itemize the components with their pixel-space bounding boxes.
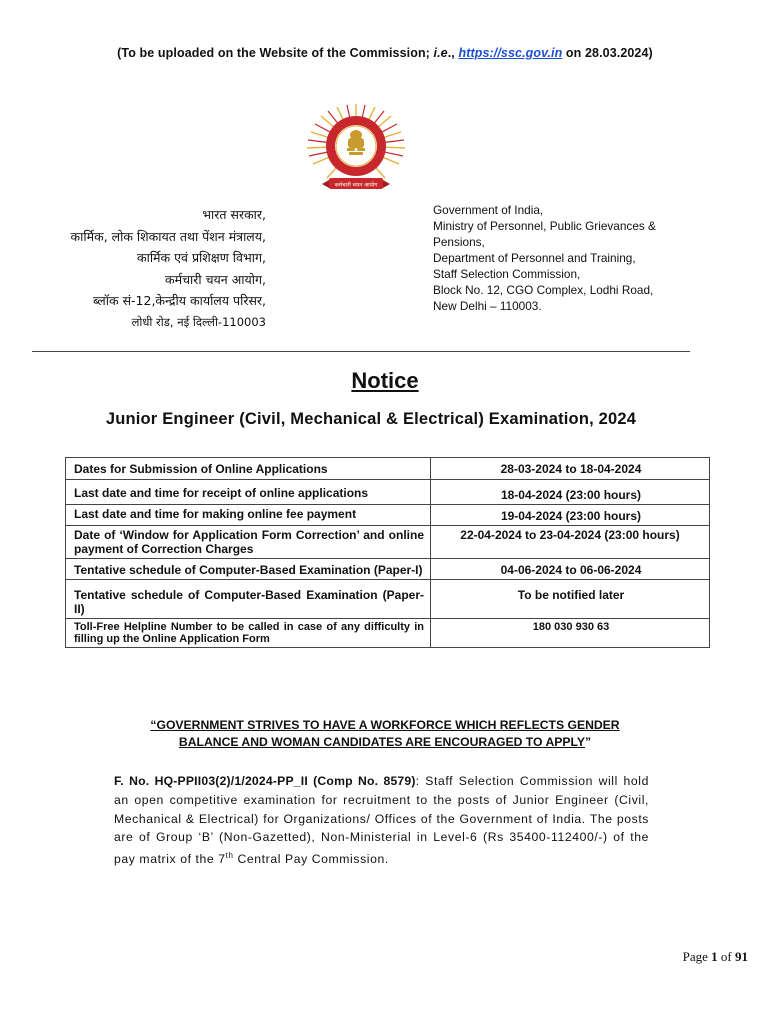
page-current: 1 [711, 949, 718, 964]
schedule-label: Dates for Submission of Online Applications [66, 458, 431, 480]
schedule-value: 04-06-2024 to 06-06-2024 [431, 559, 710, 580]
schedule-value: 22-04-2024 to 23-04-2024 (23:00 hours) [431, 526, 710, 559]
page-number [683, 949, 748, 965]
english-address-line: Staff Selection Commission, [433, 267, 581, 281]
schedule-label: Last date and time for receipt of online applications [66, 480, 431, 505]
table-row [66, 480, 710, 505]
schedule-table [65, 457, 710, 648]
body-text-2: Central Pay Commission. [233, 852, 389, 867]
table-row [66, 619, 710, 648]
english-address-line: Ministry of Personnel, Public Grievances & [433, 219, 656, 233]
page-total: 91 [735, 949, 748, 964]
upload-note-ie: i.e [433, 46, 448, 60]
english-address [433, 202, 723, 314]
file-number: F. No. HQ-PPII03(2)/1/2024-PP_II (Comp No. 8579) [114, 774, 416, 788]
hindi-address-line: कार्मिक, लोक शिकायत तथा पेंशन मंत्रालय, [70, 228, 266, 244]
table-row [66, 559, 710, 580]
english-address-line: Block No. 12, CGO Complex, Lodhi Road, [433, 283, 654, 297]
schedule-value: 180 030 930 63 [431, 619, 710, 648]
schedule-label: Tentative schedule of Computer-Based Examination (Paper-II) [66, 580, 431, 619]
table-row [66, 505, 710, 526]
body-text-1: : Staff Selection Commission will hold an open competitive examination for recruitment to the posts of Junior Engineer (Civil, Mechanical & Electrical) for Organizations/ Offices of the Government of India. The posts are of Group ‘B’ (Non-Gazetted), Non-Ministerial in Level-6 (Rs 35400-112400/-) of the pay matrix of the 7 [114, 774, 649, 867]
page-label: Page [682, 949, 712, 964]
upload-note-suffix: on 28.03.2024) [562, 46, 653, 60]
schedule-label: Last date and time for making online fee payment [66, 505, 431, 526]
table-row [66, 526, 710, 559]
notice-body-paragraph [114, 772, 649, 869]
slogan-close-quote: ” [584, 735, 592, 749]
slogan-line-1: “GOVERNMENT STRIVES TO HAVE A WORKFORCE WHICH REFLECTS GENDER [150, 718, 620, 732]
upload-note [0, 46, 770, 60]
upload-note-prefix: (To be uploaded on the Website of the Commission; [117, 46, 434, 60]
schedule-label: Date of ‘Window for Application Form Correction’ and online payment of Correction Charges [66, 526, 431, 559]
body-superscript: th [225, 851, 234, 861]
english-address-line: New Delhi – 110003. [433, 299, 542, 313]
table-row [66, 580, 710, 619]
hindi-address-line: लोधी रोड, नई दिल्ली-110003 [131, 314, 266, 329]
table-row [66, 458, 710, 480]
hindi-address [71, 204, 266, 334]
schedule-value: To be notified later [431, 580, 710, 619]
schedule-value: 28-03-2024 to 18-04-2024 [431, 458, 710, 480]
header-divider [32, 351, 690, 352]
english-address-line: Pensions, [433, 235, 485, 249]
exam-title: Junior Engineer (Civil, Mechanical & Electrical) Examination, 2024 [105, 410, 637, 428]
page-of: of [717, 949, 735, 964]
schedule-value: 19-04-2024 (23:00 hours) [431, 505, 710, 526]
logo-ribbon-text: कर्मचारी चयन आयोग [334, 182, 378, 189]
schedule-label: Tentative schedule of Computer-Based Examination (Paper-I) [66, 559, 431, 580]
notice-title: Notice [351, 368, 419, 393]
ssc-website-link[interactable]: https://ssc.gov.in [458, 46, 563, 60]
hindi-address-line: भारत सरकार, [202, 207, 266, 222]
hindi-address-line: कर्मचारी चयन आयोग, [165, 271, 266, 287]
schedule-value: 18-04-2024 (23:00 hours) [431, 480, 710, 505]
gender-balance-slogan [80, 717, 690, 751]
hindi-address-line: कार्मिक एवं प्रशिक्षण विभाग, [136, 250, 266, 266]
upload-note-ie-suffix: ., [447, 46, 459, 60]
slogan-line-2: BALANCE AND WOMAN CANDIDATES ARE ENCOURAGED TO APPLY [178, 735, 585, 749]
schedule-label: Toll-Free Helpline Number to be called in case of any difficulty in filling up the Online Application Form [66, 619, 431, 648]
english-address-line: Government of India, [433, 203, 544, 217]
english-address-line: Department of Personnel and Training, [433, 251, 636, 265]
hindi-address-line: ब्लॉक सं-12,केन्द्रीय कार्यालय परिसर, [92, 293, 266, 309]
ssc-logo [295, 102, 417, 194]
